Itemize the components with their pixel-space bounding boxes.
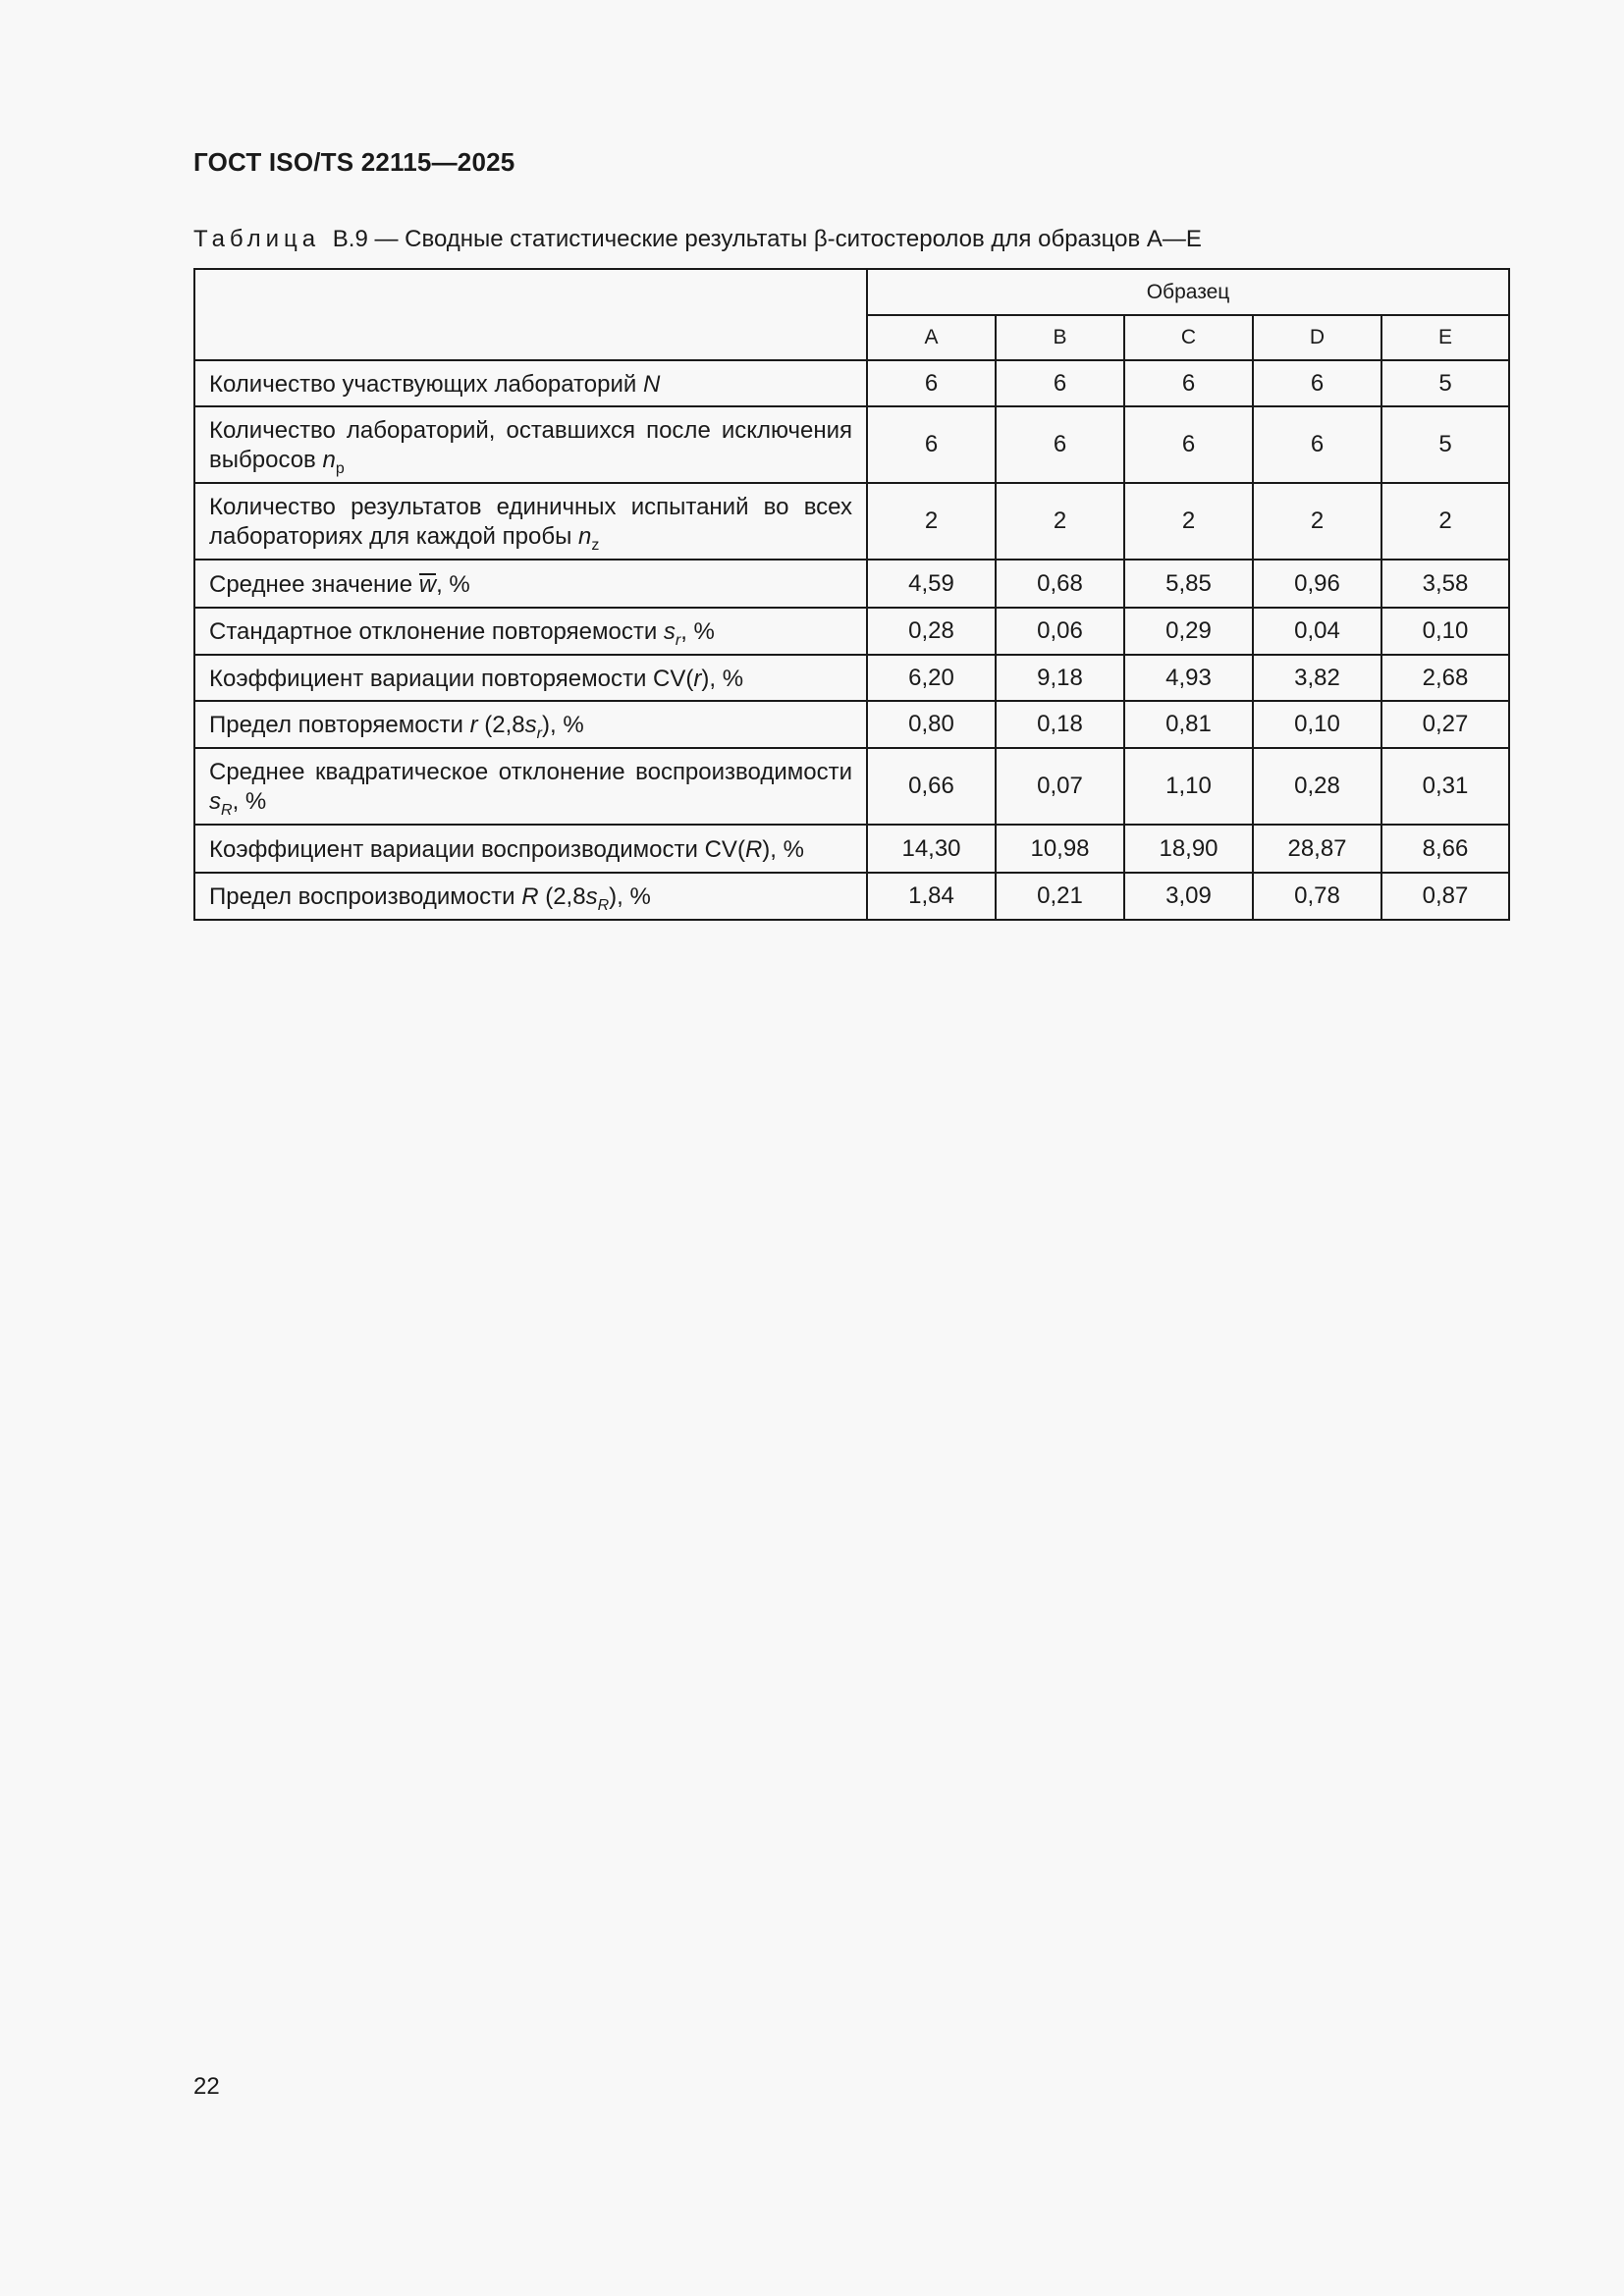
table-header-row [194,269,1509,315]
column-header-e: E [1381,315,1509,360]
value-cell: 0,10 [1253,701,1381,748]
value-cell: 5,85 [1124,560,1253,608]
value-cell: 4,59 [867,560,996,608]
table-row [194,701,1509,748]
value-cell: 4,93 [1124,655,1253,701]
value-cell: 1,10 [1124,748,1253,825]
table-row [194,483,1509,560]
value-cell: 5 [1381,360,1509,406]
value-cell: 8,66 [1381,825,1509,873]
table-row [194,406,1509,483]
value-cell: 1,84 [867,873,996,920]
value-cell: 6 [867,406,996,483]
value-cell: 2,68 [1381,655,1509,701]
column-header-a: A [867,315,996,360]
value-cell: 0,68 [996,560,1124,608]
value-cell: 3,82 [1253,655,1381,701]
value-cell: 2 [867,483,996,560]
value-cell: 0,21 [996,873,1124,920]
value-cell: 28,87 [1253,825,1381,873]
value-cell: 18,90 [1124,825,1253,873]
value-cell: 6 [1124,406,1253,483]
table-caption-label: Таблица [193,226,321,252]
row-label: Стандартное отклонение повторяемости $s_r$, % [194,608,867,655]
value-cell: 6 [867,360,996,406]
row-label: Количество участвующих лабораторий N [194,360,867,406]
row-label: Количество лабораторий, оставшихся после исключения выбросов $n_p$ [194,406,867,483]
value-cell: 0,28 [1253,748,1381,825]
results-table [193,268,1510,921]
value-cell: 0,87 [1381,873,1509,920]
value-cell: 0,66 [867,748,996,825]
table-caption [193,226,1202,253]
page-number: 22 [193,2073,220,2100]
row-label: Предел повторяемости r $(2,8s_r)$, % [194,701,867,748]
row-label: Предел воспроизводимости R $(2,8s_R)$, % [194,873,867,920]
value-cell: 0,29 [1124,608,1253,655]
value-cell: 0,04 [1253,608,1381,655]
value-cell: 6 [996,406,1124,483]
column-header-b: B [996,315,1124,360]
value-cell: 2 [996,483,1124,560]
value-cell: 6 [996,360,1124,406]
value-cell: 6 [1253,360,1381,406]
value-cell: 6 [1124,360,1253,406]
value-cell: 10,98 [996,825,1124,873]
value-cell: 5 [1381,406,1509,483]
header-blank-cell [194,269,867,360]
row-label: Коэффициент вариации повторяемости CV(r), % [194,655,867,701]
value-cell: 0,10 [1381,608,1509,655]
document-header: ГОСТ ISO/TS 22115—2025 [193,147,515,177]
value-cell: 0,28 [867,608,996,655]
table-row [194,748,1509,825]
value-cell: 2 [1253,483,1381,560]
sample-group-header: Образец [867,269,1509,315]
column-header-c: C [1124,315,1253,360]
value-cell: 6,20 [867,655,996,701]
row-label: Коэффициент вариации воспроизводимости CV(R), % [194,825,867,873]
row-label: Среднее значение w, % [194,560,867,608]
row-label: Среднее квадратическое отклонение воспроизводимости $s_R$, % [194,748,867,825]
value-cell: 0,31 [1381,748,1509,825]
value-cell: 2 [1124,483,1253,560]
table-row [194,655,1509,701]
value-cell: 0,18 [996,701,1124,748]
value-cell: 3,09 [1124,873,1253,920]
value-cell: 14,30 [867,825,996,873]
value-cell: 0,07 [996,748,1124,825]
value-cell: 0,96 [1253,560,1381,608]
value-cell: 2 [1381,483,1509,560]
column-header-d: D [1253,315,1381,360]
row-label: Количество результатов единичных испытаний во всех лабораториях для каждой пробы $n_z$ [194,483,867,560]
table-row [194,825,1509,873]
table-row [194,608,1509,655]
value-cell: 3,58 [1381,560,1509,608]
value-cell: 6 [1253,406,1381,483]
value-cell: 9,18 [996,655,1124,701]
value-cell: 0,80 [867,701,996,748]
value-cell: 0,78 [1253,873,1381,920]
value-cell: 0,27 [1381,701,1509,748]
value-cell: 0,81 [1124,701,1253,748]
table-row [194,560,1509,608]
table-caption-text: В.9 — Сводные статистические результаты β-ситостеролов для образцов А—Е [332,226,1202,252]
table-row [194,873,1509,920]
value-cell: 0,06 [996,608,1124,655]
table-row [194,360,1509,406]
